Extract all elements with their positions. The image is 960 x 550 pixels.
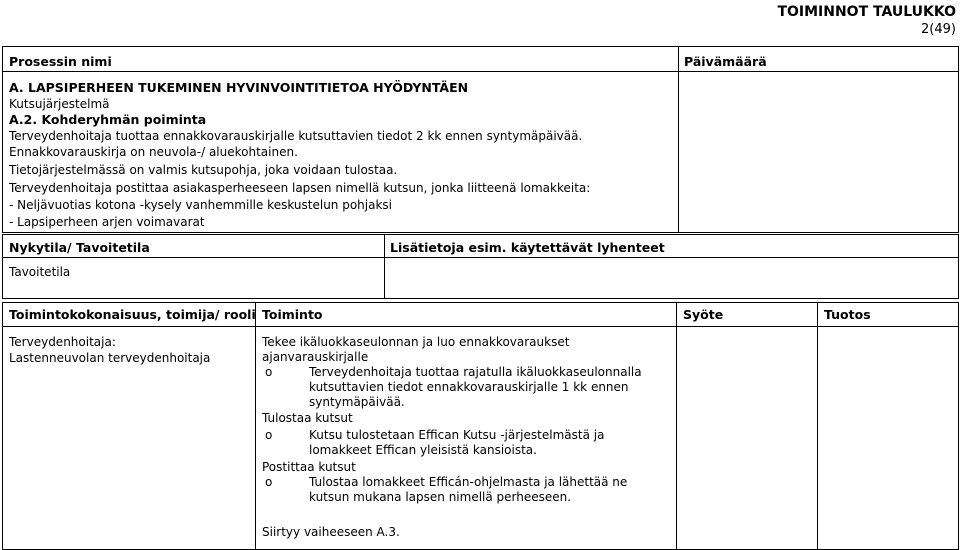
page-number: 2(49)	[921, 22, 956, 37]
bullet-text: Tulostaa lomakkeet Efficán-ohjelmasta ja lähettää ne kutsun mukana lapsen nimellä perheeseen.	[309, 475, 628, 504]
activity-bullet	[265, 475, 675, 507]
process-main-title: A. LAPSIPERHEEN TUKEMINEN HYVINVOINTITIETOA HYÖDYNTÄEN	[9, 80, 469, 95]
post-invites-label: Postittaa kutsut	[262, 460, 356, 474]
info-label: Lisätietoja esim. käytettävät lyhenteet	[390, 240, 665, 255]
process-subtitle: A.2. Kohderyhmän poiminta	[9, 112, 207, 127]
date-label: Päivämäärä	[684, 54, 767, 69]
actor-role: Terveydenhoitaja:	[9, 335, 116, 349]
print-invites-label: Tulostaa kutsut	[262, 411, 353, 425]
bullet-marker: o	[265, 475, 273, 489]
next-step: Siirtyy vaiheeseen A.3.	[262, 525, 400, 539]
activity-intro: Tekee ikäluokkaseulonnan ja luo ennakkovaraukset	[262, 335, 570, 349]
table-row-output-cell	[817, 326, 959, 550]
process-line: Terveydenhoitaja postittaa asiakasperheeseen lapsen nimellä kutsun, jonka liitteenä lomakkeita:	[9, 181, 591, 195]
state-label: Nykytila/ Tavoitetila	[9, 240, 150, 255]
process-system: Kutsujärjestelmä	[9, 97, 110, 111]
info-value-cell	[384, 257, 959, 299]
bullet-text: Terveydenhoitaja tuottaa rajatulla ikäluokkaseulonnalla kutsuttavien tiedot ennakkovarauskirjalle 1 kk ennen syntymäpäivää.	[309, 365, 642, 409]
column-header: Toimintokokonaisuus, toimija/ rooli	[9, 307, 256, 322]
process-line: - Neljävuotias kotona -kysely vanhemmille keskustelun pohjaksi	[9, 198, 393, 212]
column-header: Syöte	[683, 307, 724, 322]
process-line: - Lapsiperheen arjen voimavarat	[9, 215, 205, 229]
activity-bullet	[265, 365, 675, 411]
activity-bullet	[265, 428, 675, 460]
bullet-marker: o	[265, 365, 273, 379]
process-line: Terveydenhoitaja tuottaa ennakkovarauskirjalle kutsuttavien tiedot 2 kk ennen syntymäpäivää.	[9, 129, 583, 143]
bullet-marker: o	[265, 428, 273, 442]
state-value: Tavoitetila	[9, 265, 71, 279]
bullet-text: Kutsu tulostetaan Effican Kutsu -järjestelmästä ja lomakkeet Effican yleisistä kansioista.	[309, 428, 605, 457]
process-name-label: Prosessin nimi	[9, 54, 112, 69]
column-header: Toiminto	[262, 307, 323, 322]
table-row-input-cell	[676, 326, 818, 550]
date-content-cell	[678, 71, 959, 233]
process-line: Ennakkovarauskirja on neuvola-/ aluekohtainen.	[9, 145, 298, 159]
document-title: TOIMINNOT TAULUKKO	[777, 4, 956, 20]
process-line: Tietojärjestelmässä on valmis kutsupohja, joka voidaan tulostaa.	[9, 163, 398, 177]
column-header: Tuotos	[824, 307, 871, 322]
activity-intro: ajanvarauskirjalle	[262, 350, 369, 364]
actor-title: Lastenneuvolan terveydenhoitaja	[9, 351, 211, 365]
